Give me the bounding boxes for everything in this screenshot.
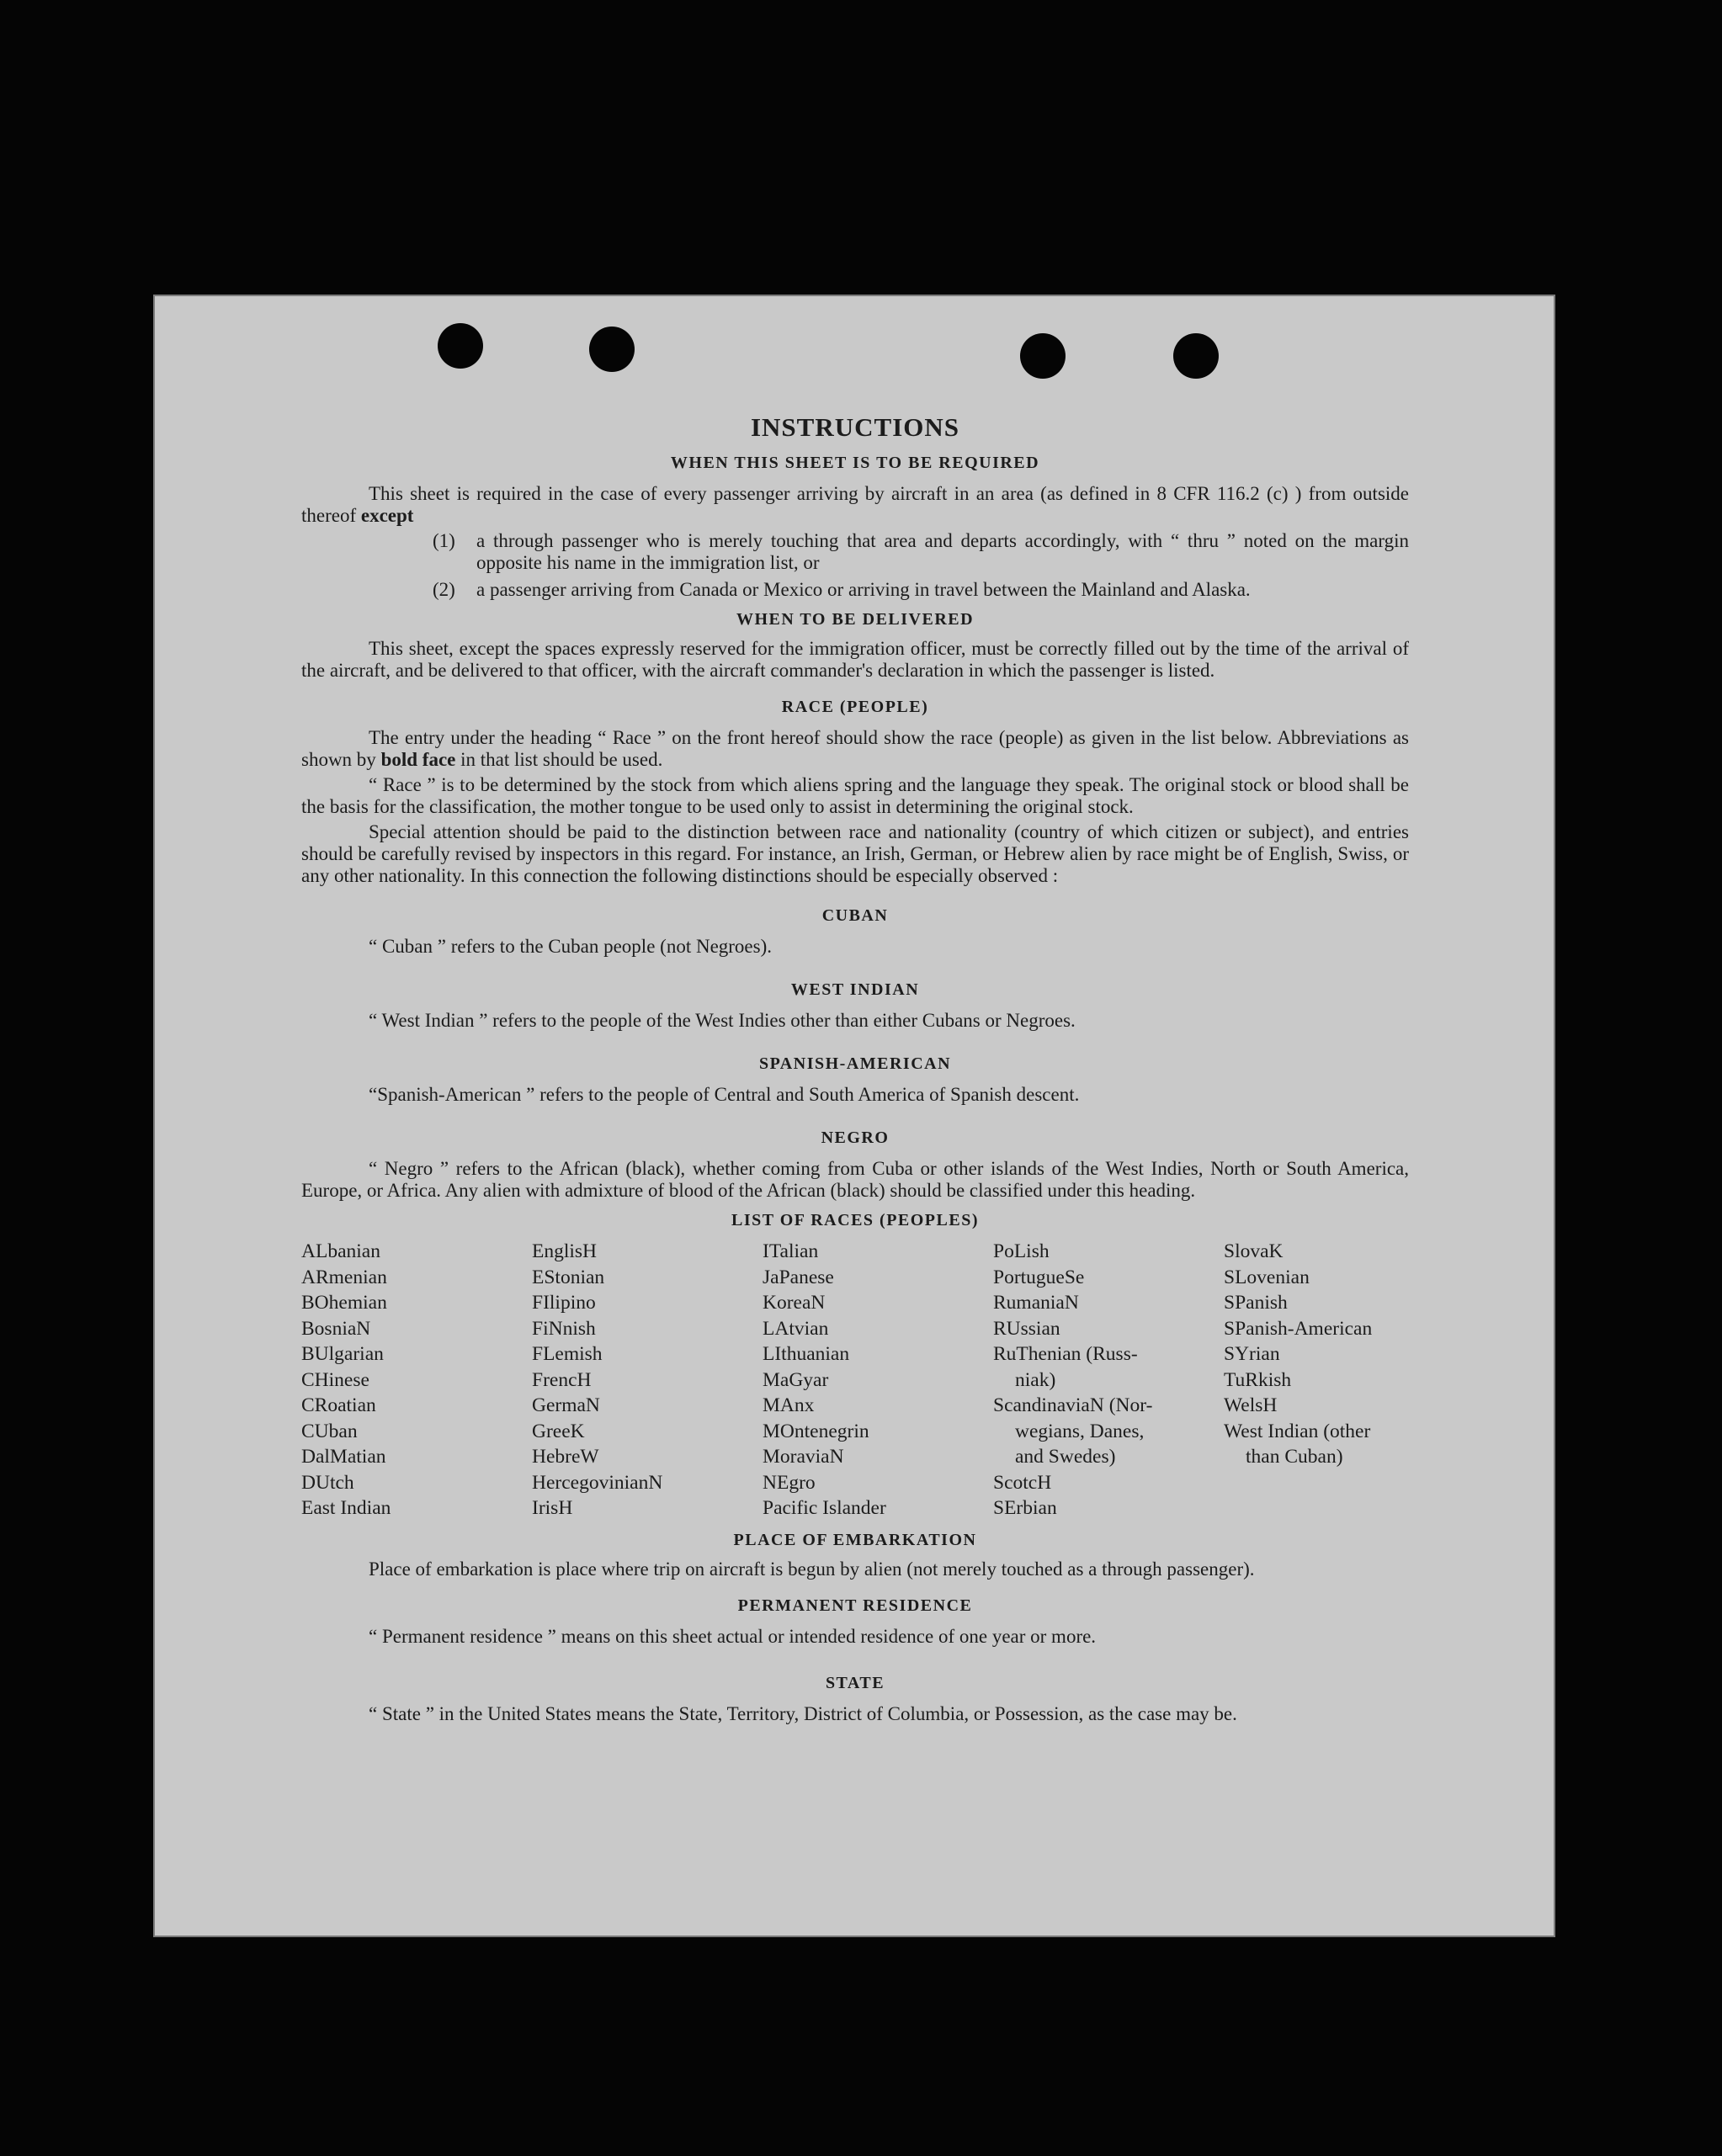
delivered-text: This sheet, except the spaces expressly reserved for the immigration officer, must be correctly filled out by the time of the arrival of the aircraft, and be delivered to that officer, with the aircraft commander's declaration in which the passenger is listed. [301,638,1409,681]
item-text: a passenger arriving from Canada or Mexico or arriving in travel between the Mainland and Alaska. [476,579,1251,600]
section-heading: NEGRO [821,1128,890,1147]
section-heading: PLACE OF EMBARKATION [733,1530,977,1549]
race-p1-text: The entry under the heading “ Race ” on the front hereof should show the race (people) as given in the list below. Abbreviations as shown by [301,727,1409,770]
race-paragraph-1 [301,727,1409,771]
section-heading: RACE (PEOPLE) [781,698,929,716]
punch-hole [589,327,635,372]
race-entry: ARmenian [301,1266,387,1288]
race-entry: WelsH [1224,1394,1278,1416]
race-paragraph-3: Special attention should be paid to the distinction between race and nationality (country of which citizen or subject), and entries should be carefully revised by inspectors in this regard. For instance, an Irish, German, or Hebrew alien by race might be of English, Swiss, or any other nationality. In this connection the following distinctions should be especially observed : [301,821,1409,886]
section-heading: WHEN TO BE DELIVERED [736,610,975,629]
spanish-american-text: “Spanish-American ” refers to the people of Central and South America of Spanish descent. [369,1084,1080,1105]
section-heading: WHEN THIS SHEET IS TO BE REQUIRED [670,454,1040,472]
race-entry: DUtch [301,1471,354,1494]
section-heading: WEST INDIAN [790,980,920,999]
races-column [532,1239,763,1521]
race-entry: SYrian [1224,1343,1280,1365]
punch-hole [1020,333,1066,379]
race-entry: PortugueSe [993,1266,1085,1288]
page-title: INSTRUCTIONS [750,412,959,442]
race-entry: JaPanese [763,1266,834,1288]
section-heading: SPANISH-AMERICAN [758,1054,952,1073]
race-entry: CUban [301,1420,358,1442]
race-entry: East Indian [301,1497,391,1519]
race-entry: MoraviaN [763,1446,844,1468]
race-entry: FrencH [532,1368,592,1391]
race-entry: RUssian [993,1317,1060,1340]
race-p1-bold: bold face [380,749,456,770]
item-number: (1) [433,530,455,551]
race-entry: PoLish [993,1240,1050,1262]
race-entry: wegians, Danes, [1015,1420,1145,1442]
cuban-text: “ Cuban ” refers to the Cuban people (not Negroes). [369,936,773,957]
race-entry: BUlgarian [301,1343,384,1365]
race-entry: CHinese [301,1368,369,1391]
race-entry: FLemish [532,1343,603,1365]
document-sheet [153,295,1555,1937]
race-entry: RuThenian (Russ- [993,1343,1138,1365]
race-entry: HebreW [532,1446,599,1468]
race-entry: TuRkish [1224,1368,1292,1391]
races-column [993,1239,1224,1521]
section-heading: LIST OF RACES (PEOPLES) [731,1211,979,1229]
race-entry: ITalian [763,1240,819,1262]
required-intro-text: This sheet is required in the case of every passenger arriving by aircraft in an area (as defined in 8 CFR 116.2 (c) ) from outside thereof [301,483,1409,526]
race-entry: LIthuanian [763,1343,850,1365]
race-entry: FIlipino [532,1292,596,1314]
residence-text: “ Permanent residence ” means on this sheet actual or intended residence of one year or more. [369,1625,1097,1647]
section-heading: PERMANENT RESIDENCE [737,1596,973,1615]
required-item [433,530,1409,574]
races-column [763,1239,993,1521]
item-number: (2) [433,579,455,600]
race-entry: niak) [1015,1368,1056,1391]
race-entry: ALbanian [301,1240,380,1262]
race-entry: NEgro [763,1471,816,1494]
race-p1-text-end: in that list should be used. [460,749,663,770]
required-intro-keyword: except [360,505,414,526]
race-entry: SPanish [1224,1292,1288,1314]
race-entry: IrisH [532,1497,573,1519]
section-heading: CUBAN [821,906,889,925]
races-list [301,1239,1409,1521]
race-entry: DalMatian [301,1446,386,1468]
state-text: “ State ” in the United States means the State, Territory, District of Columbia, or Possession, as the case may be. [369,1702,1237,1724]
punch-hole [1173,333,1219,379]
race-entry: LAtvian [763,1317,829,1340]
race-entry: ScandinaviaN (Nor- [993,1394,1153,1416]
race-entry: GermaN [532,1394,600,1416]
race-entry: GreeK [532,1420,585,1442]
race-entry: ScotcH [993,1471,1052,1494]
race-entry: West Indian (other [1224,1420,1371,1442]
race-entry: EnglisH [532,1240,598,1262]
west-indian-text: “ West Indian ” refers to the people of the West Indies other than either Cubans or Negroes. [369,1010,1076,1031]
race-entry: BOhemian [301,1292,387,1314]
race-paragraph-2: “ Race ” is to be determined by the stock from which aliens spring and the language they speak. The original stock or blood shall be the basis for the classification, the mother tongue to be used only to assist in determining the original stock. [301,774,1409,817]
race-entry: RumaniaN [993,1292,1079,1314]
race-entry: MOntenegrin [763,1420,869,1442]
race-entry: SErbian [993,1497,1057,1519]
race-entry: FiNnish [532,1317,596,1340]
race-entry: than Cuban) [1246,1446,1343,1468]
races-column [301,1239,532,1521]
section-heading: STATE [825,1673,885,1692]
required-item [433,579,1409,601]
race-entry: MAnx [763,1394,815,1416]
instructions-content [301,412,1409,1729]
race-entry: KoreaN [763,1292,826,1314]
negro-text: “ Negro ” refers to the African (black), whether coming from Cuba or other islands of the West Indies, North or South America, Europe, or Africa. Any alien with admixture of blood of the African (black) should be classified under this heading. [301,1158,1409,1201]
race-entry: CRoatian [301,1394,376,1416]
race-entry: SlovaK [1224,1240,1284,1262]
item-text: a through passenger who is merely touching that area and departs accordingly, with “ thru ” noted on the margin opposite his name in the immigration list, or [476,530,1409,573]
race-entry: Pacific Islander [763,1497,886,1519]
race-entry: and Swedes) [1015,1446,1116,1468]
race-entry: SPanish-American [1224,1317,1373,1340]
races-column [1224,1239,1409,1521]
race-entry: MaGyar [763,1368,829,1391]
required-intro [301,483,1409,527]
race-entry: EStonian [532,1266,605,1288]
race-entry: BosniaN [301,1317,371,1340]
embarkation-text: Place of embarkation is place where trip on aircraft is begun by alien (not merely touched as a through passenger). [369,1558,1255,1580]
race-entry: HercegovinianN [532,1471,663,1494]
punch-hole [438,323,483,369]
race-entry: SLovenian [1224,1266,1310,1288]
